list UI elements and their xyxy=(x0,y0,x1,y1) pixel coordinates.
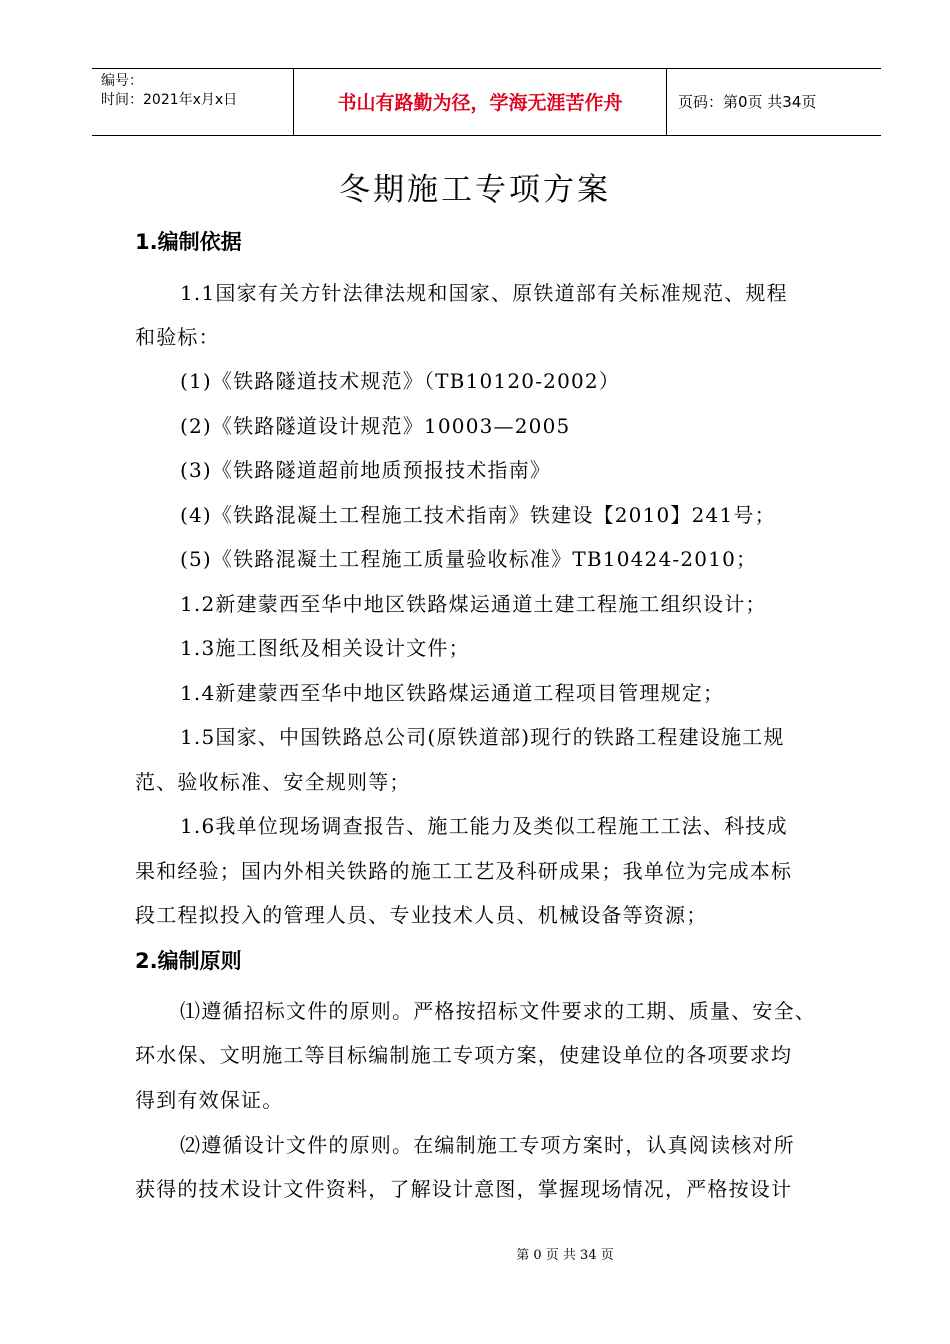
body-line: 1.4新建蒙西至华中地区铁路煤运通道工程项目管理规定； xyxy=(180,681,725,705)
body-line: 和验标： xyxy=(135,325,220,349)
body-line: 范、验收标准、安全规则等； xyxy=(135,770,411,794)
body-line: 环水保、文明施工等目标编制施工专项方案，使建设单位的各项要求均 xyxy=(135,1043,793,1067)
body-line: 1.5国家、中国铁路总公司(原铁道部)现行的铁路工程建设施工规 xyxy=(180,725,785,749)
body-line: (5)《铁路混凝土工程施工质量验收标准》TB10424-2010； xyxy=(180,547,758,571)
body-line: (1)《铁路隧道技术规范》（TB10120-2002） xyxy=(180,369,621,393)
header-motto: 书山有路勤为径，学海无涯苦作舟 xyxy=(337,92,623,114)
body-line: 1.6我单位现场调查报告、施工能力及类似工程施工工法、科技成 xyxy=(180,814,788,838)
body-line: 1.2新建蒙西至华中地区铁路煤运通道土建工程施工组织设计； xyxy=(180,592,767,616)
section-heading-principles: 2.编制原则 xyxy=(135,949,242,973)
body-line: 得到有效保证。 xyxy=(135,1088,284,1112)
body-line: ⑴遵循招标文件的原则。严格按招标文件要求的工期、质量、安全、 xyxy=(180,999,816,1023)
header-page-code: 页码：第0页 共34页 xyxy=(678,93,817,111)
body-line: (2)《铁路隧道设计规范》10003—2005 xyxy=(180,414,571,438)
body-line: (4)《铁路混凝土工程施工技术指南》铁建设【2010】241号； xyxy=(180,503,776,527)
body-line: (3)《铁路隧道超前地质预报技术指南》 xyxy=(180,458,552,482)
document-id-label: 编号： xyxy=(101,73,143,89)
body-line: ⑵遵循设计文件的原则。在编制施工专项方案时，认真阅读核对所 xyxy=(180,1133,795,1157)
body-line: 1.1国家有关方针法律法规和国家、原铁道部有关标准规范、规程 xyxy=(180,281,788,305)
body-line: 1.3施工图纸及相关设计文件； xyxy=(180,636,470,660)
section-heading-basis: 1.编制依据 xyxy=(135,230,242,254)
page-footer: 第 0 页 共 34 页 xyxy=(516,1248,614,1263)
document-title: 冬期施工专项方案 xyxy=(339,172,611,208)
body-line: 获得的技术设计文件资料，了解设计意图，掌握现场情况，严格按设计 xyxy=(135,1177,793,1201)
body-line: 果和经验；国内外相关铁路的施工工艺及科研成果；我单位为完成本标 xyxy=(135,859,793,883)
document-time: 时间：2021年x月x日 xyxy=(101,92,238,108)
body-line: 段工程拟投入的管理人员、专业技术人员、机械设备等资源； xyxy=(135,903,708,927)
